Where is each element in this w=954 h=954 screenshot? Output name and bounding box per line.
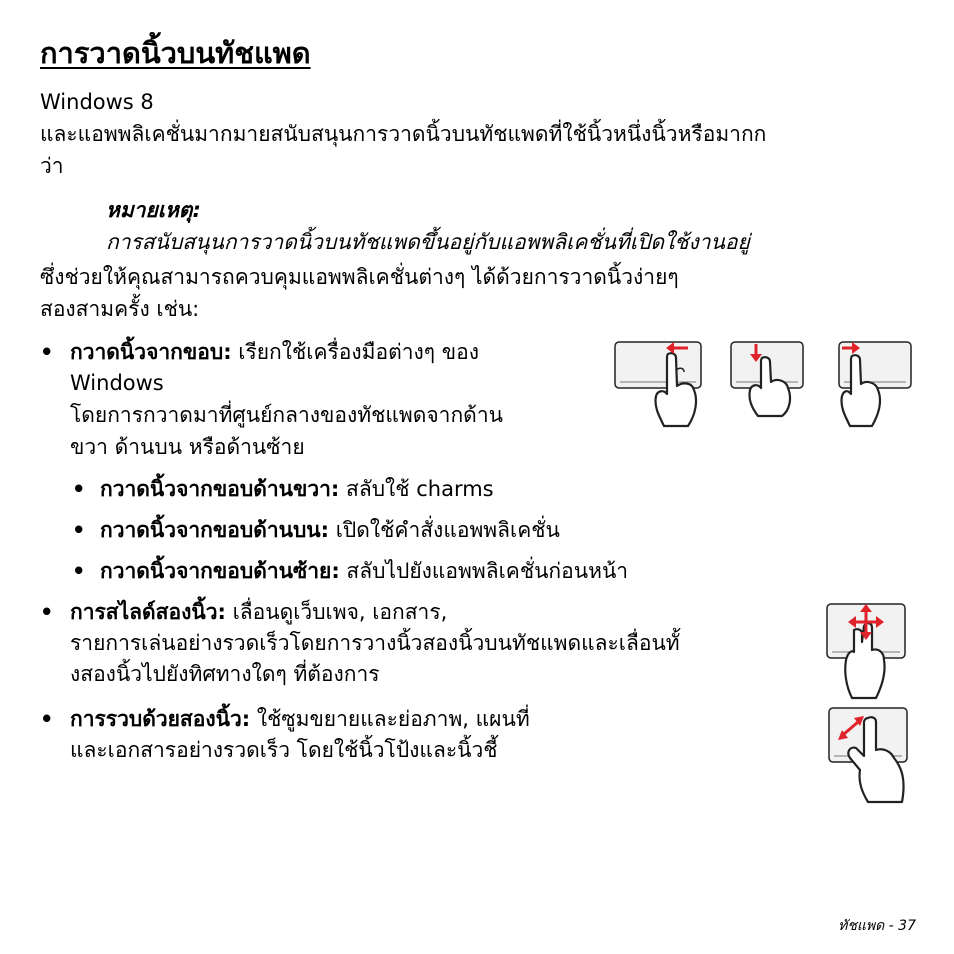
control-line-2: สองสามครั้ง เช่น: <box>40 297 200 321</box>
slide-text-1: เลื่อนดูเว็บเพจ, เอกสาร, <box>232 600 448 624</box>
intro-line-2: ว่า <box>40 154 64 178</box>
sub-item-left <box>100 555 628 587</box>
note-text: การสนับสนุนการวาดนิ้วบนทัชแพดขึ้นอยู่กับแอพพลิเคชั่นที่เปิดใช้งานอยู่ <box>106 230 750 254</box>
sub-item-right <box>100 473 494 505</box>
bullet: • <box>40 600 54 624</box>
pinch-label: การรวบด้วยสองนิ้ว: <box>70 707 251 731</box>
pinch-text-2: และเอกสารอย่างรวดเร็ว โดยใช้นิ้วโป้งและนิ้วชี้ <box>70 738 498 762</box>
slide-label: การสไลด์สองนิ้ว: <box>70 600 226 624</box>
bullet: • <box>40 707 54 731</box>
control-line-1: ซึ่งช่วยให้คุณสามารถควบคุมแอพพลิเคชั่นต่างๆ ได้ด้วยการวาดนิ้วง่ายๆ <box>40 265 679 289</box>
sub-item-left-text: สลับไปยังแอพพลิเคชั่นก่อนหน้า <box>346 559 629 583</box>
swipe-left-edge-icon <box>838 340 918 430</box>
slide-line-1 <box>70 596 447 628</box>
edge-swipe-text-3: โดยการกวาดมาที่ศูนย์กลางของทัชแพดจากด้าน <box>70 403 503 427</box>
edge-swipe-line-1 <box>70 336 479 368</box>
edge-swipe-text-2: Windows <box>70 371 164 395</box>
sub-item-top-label: กวาดนิ้วจากขอบด้านบน: <box>100 518 330 542</box>
page-number: 37 <box>898 918 916 934</box>
page-footer <box>838 915 916 937</box>
sub-item-left-label: กวาดนิ้วจากขอบด้านซ้าย: <box>100 559 340 583</box>
swipe-right-edge-icon <box>614 340 706 430</box>
pinch-line-1 <box>70 703 530 735</box>
footer-section: ทัชแพด - <box>838 918 894 934</box>
pinch-text-1: ใช้ซูมขยายและย่อภาพ, แผนที่ <box>256 707 530 731</box>
sub-item-right-text: สลับใช้ charms <box>346 477 494 501</box>
slide-text-3: งสองนิ้วไปยังทิศทางใดๆ ที่ต้องการ <box>70 662 380 686</box>
edge-swipe-text-1: เรียกใช้เครื่องมือต่างๆ ของ <box>238 340 479 364</box>
two-finger-slide-icon <box>826 602 910 702</box>
intro-line-1: และแอพพลิเคชั่นมากมายสนับสนุนการวาดนิ้วบนทัชแพดที่ใช้นิ้วหนึ่งนิ้วหรือมากก <box>40 122 767 146</box>
bullet: • <box>72 518 86 542</box>
note-heading: หมายเหตุ: <box>106 198 201 222</box>
page-title: การวาดนิ้วบนทัชแพด <box>40 36 311 70</box>
subtitle: Windows 8 <box>40 90 154 114</box>
sub-item-right-label: กวาดนิ้วจากขอบด้านขวา: <box>100 477 340 501</box>
slide-text-2: รายการเล่นอย่างรวดเร็วโดยการวางนิ้วสองนิ้วบนทัชแพดและเลื่อนทั้ <box>70 631 680 655</box>
bullet: • <box>72 559 86 583</box>
two-finger-pinch-icon <box>828 706 912 806</box>
bullet: • <box>40 340 54 364</box>
edge-swipe-label: กวาดนิ้วจากขอบ: <box>70 340 232 364</box>
sub-item-top-text: เปิดใช้คำสั่งแอพพลิเคชั่น <box>335 518 560 542</box>
edge-swipe-text-4: ขวา ด้านบน หรือด้านซ้าย <box>70 435 305 459</box>
bullet: • <box>72 477 86 501</box>
swipe-top-edge-icon <box>730 340 822 430</box>
sub-item-top <box>100 514 560 546</box>
